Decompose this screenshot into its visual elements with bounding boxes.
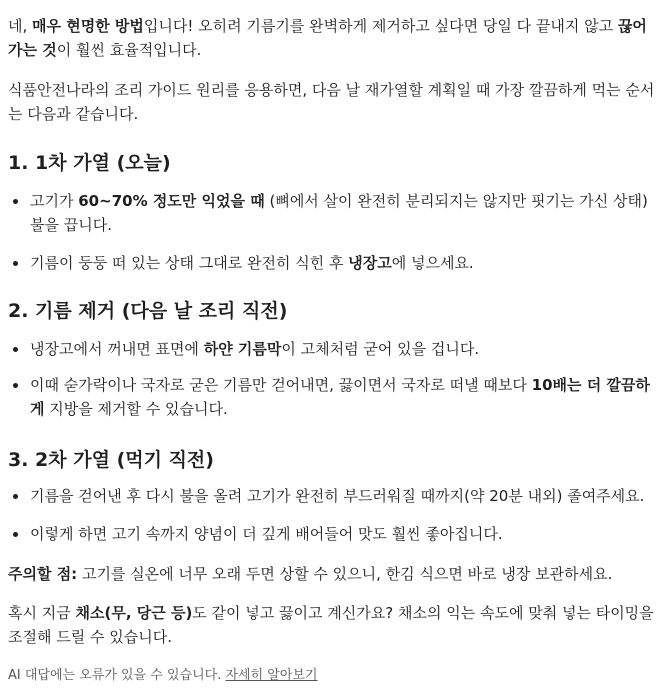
- item-text: 고기가: [30, 192, 79, 210]
- item-emphasis: 60~70% 정도만 익었을 때: [78, 192, 265, 210]
- closing-paragraph: [8, 601, 661, 649]
- list-item: [8, 251, 661, 275]
- guide-paragraph: 식품안전나라의 조리 가이드 원리를 응용하면, 다음 날 재가열할 계획일 때 가장 깔끔하게 먹는 순서는 다음과 같습니다.: [8, 81, 655, 123]
- section-heading-step2: 2. 기름 제거 (다음 날 조리 직전): [8, 300, 288, 322]
- list-item: [8, 522, 661, 546]
- closing-emphasis: 채소(무, 당근 등): [75, 604, 193, 622]
- item-text: (뼈에서 살이 완전히 분리되지는 않지만 핏기는 가신 상태) 불을 끕니다.: [30, 192, 648, 234]
- list-item: [8, 337, 661, 361]
- intro-emphasis-2: 끊어 가는 것: [8, 17, 647, 59]
- item-text: 이 고체처럼 굳어 있을 겁니다.: [281, 340, 480, 358]
- step2-list: [8, 337, 661, 421]
- disclaimer-text: AI 대답에는 오류가 있을 수 있습니다.: [8, 668, 226, 683]
- caution-paragraph: [8, 562, 661, 586]
- step1-list: [8, 189, 661, 275]
- step3-list: [8, 484, 661, 546]
- learn-more-link[interactable]: 자세히 알아보기: [225, 668, 318, 683]
- item-text: 기름이 둥둥 떠 있는 상태 그대로 완전히 식힌 후: [30, 254, 349, 272]
- item-emphasis: 10배는 더 깔끔하게: [30, 376, 650, 418]
- item-emphasis: 하얀 기름막: [203, 340, 282, 358]
- item-text: 냉장고에서 꺼내면 표면에: [30, 340, 204, 358]
- item-text: 지방을 제거할 수 있습니다.: [44, 400, 228, 418]
- item-emphasis: 냉장고: [348, 254, 392, 272]
- item-text: 에 넣으세요.: [391, 254, 474, 272]
- section-heading-step1: 1. 1차 가열 (오늘): [8, 152, 171, 174]
- closing-text-2: 도 같이 넣고 끓이고 계신가요? 채소의 익는 속도에 맞춰 넣는 타이밍을 조절해 드릴 수 있습니다.: [8, 604, 654, 646]
- intro-paragraph: [8, 14, 661, 62]
- section-heading-step3: 3. 2차 가열 (먹기 직전): [8, 449, 214, 471]
- list-item: [8, 373, 661, 421]
- item-text: 이때 숟가락이나 국자로 굳은 기름만 걷어내면, 끓이면서 국자로 떠낼 때보다: [30, 376, 532, 394]
- list-item: [8, 484, 661, 508]
- caution-text: 고기를 실온에 너무 오래 두면 상할 수 있으니, 한김 식으면 바로 냉장 보관하세요.: [77, 565, 613, 583]
- item-text: 기름을 걷어낸 후 다시 불을 올려 고기가 완전히 부드러워질 때까지(약 20분 내외) 졸여주세요.: [30, 487, 645, 505]
- caution-label: 주의할 점:: [8, 565, 78, 583]
- item-text: 이렇게 하면 고기 속까지 양념이 더 깊게 배어들어 맛도 훨씬 좋아집니다.: [30, 525, 503, 543]
- list-item: [8, 189, 661, 237]
- intro-text-1: 네,: [8, 17, 33, 35]
- intro-emphasis-1: 매우 현명한 방법: [32, 17, 144, 35]
- intro-text-2: 입니다! 오히려 기름기를 완벽하게 제거하고 싶다면 당일 다 끝내지 않고: [143, 17, 618, 35]
- ai-disclaimer: [8, 666, 318, 686]
- closing-text-1: 혹시 지금: [8, 604, 76, 622]
- intro-text-3: 이 훨씬 효율적입니다.: [56, 41, 202, 59]
